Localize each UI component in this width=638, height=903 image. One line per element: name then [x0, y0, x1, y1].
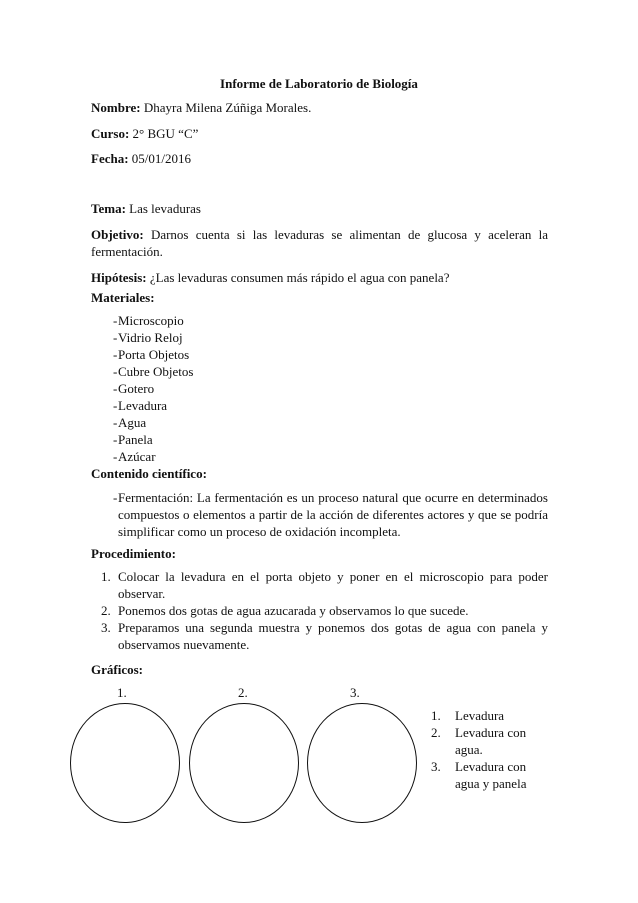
procedimiento-list [91, 568, 548, 653]
list-item: 3. Preparamos una segunda muestra y ponemos dos gotas de agua con panela y observamos nuevamente. [101, 620, 548, 652]
contenido-heading: Contenido científico: [91, 466, 207, 481]
tema-label: Tema: [91, 201, 126, 216]
graficos-heading: Gráficos: [91, 662, 143, 677]
list-item: - Cubre Objetos [113, 364, 194, 379]
grafico-number-3: 3. [350, 685, 360, 700]
hipotesis-line [91, 269, 548, 286]
nombre-value: Dhayra Milena Zúñiga Morales. [140, 100, 312, 115]
curso-label: Curso: [91, 126, 130, 141]
hipotesis-label: Hipótesis: [91, 270, 147, 285]
list-item: - Vidrio Reloj [113, 330, 183, 345]
list-item: - Gotero [113, 381, 155, 396]
list-item: - Agua [113, 415, 147, 430]
page-title: Informe de Laboratorio de Biología [220, 76, 418, 91]
list-item: 2. Levadura con agua. [431, 725, 527, 757]
objetivo-label: Objetivo: [91, 227, 144, 242]
grafico-number-2: 2. [238, 685, 248, 700]
grafico-circle-2 [189, 703, 299, 823]
tema-line [91, 200, 548, 217]
hipotesis-value: ¿Las levaduras consumen más rápido el agua con panela? [146, 270, 450, 285]
grafico-legend [431, 707, 551, 792]
list-item: - Azúcar [113, 449, 156, 464]
list-item: 2. Ponemos dos gotas de agua azucarada y observamos lo que sucede. [101, 603, 469, 618]
fecha-line [91, 150, 548, 167]
grafico-number-1: 1. [117, 685, 127, 700]
contenido-list [91, 489, 548, 540]
list-item: 1. Levadura [431, 708, 505, 723]
procedimiento-heading: Procedimiento: [91, 546, 176, 561]
materiales-heading: Materiales: [91, 290, 155, 305]
nombre-line [91, 99, 548, 116]
list-item: - Microscopio [113, 313, 184, 328]
curso-value: 2° BGU “C” [129, 126, 199, 141]
grafico-circle-3 [307, 703, 417, 823]
objetivo-value: Darnos cuenta si las levaduras se alimentan de glucosa y aceleran la fermentación. [91, 227, 548, 259]
grafico-circle-1 [70, 703, 180, 823]
tema-value: Las levaduras [125, 201, 201, 216]
objetivo-paragraph [91, 226, 548, 260]
list-item: - Porta Objetos [113, 347, 190, 362]
list-item: 3. Levadura con agua y panela [431, 759, 527, 791]
fecha-label: Fecha: [91, 151, 129, 166]
curso-line [91, 125, 548, 142]
fecha-value: 05/01/2016 [128, 151, 192, 166]
list-item: - Fermentación: La fermentación es un proceso natural que ocurre en determinados compuestos o elementos a partir de la acción de diferentes actores y que se podría simplificar como un proceso de oxidación incompleta. [113, 490, 548, 539]
list-item: - Levadura [113, 398, 168, 413]
list-item: - Panela [113, 432, 153, 447]
nombre-label: Nombre: [91, 100, 141, 115]
materiales-list [91, 312, 548, 465]
list-item: 1. Colocar la levadura en el porta objeto y poner en el microscopio para poder observar. [101, 569, 548, 601]
